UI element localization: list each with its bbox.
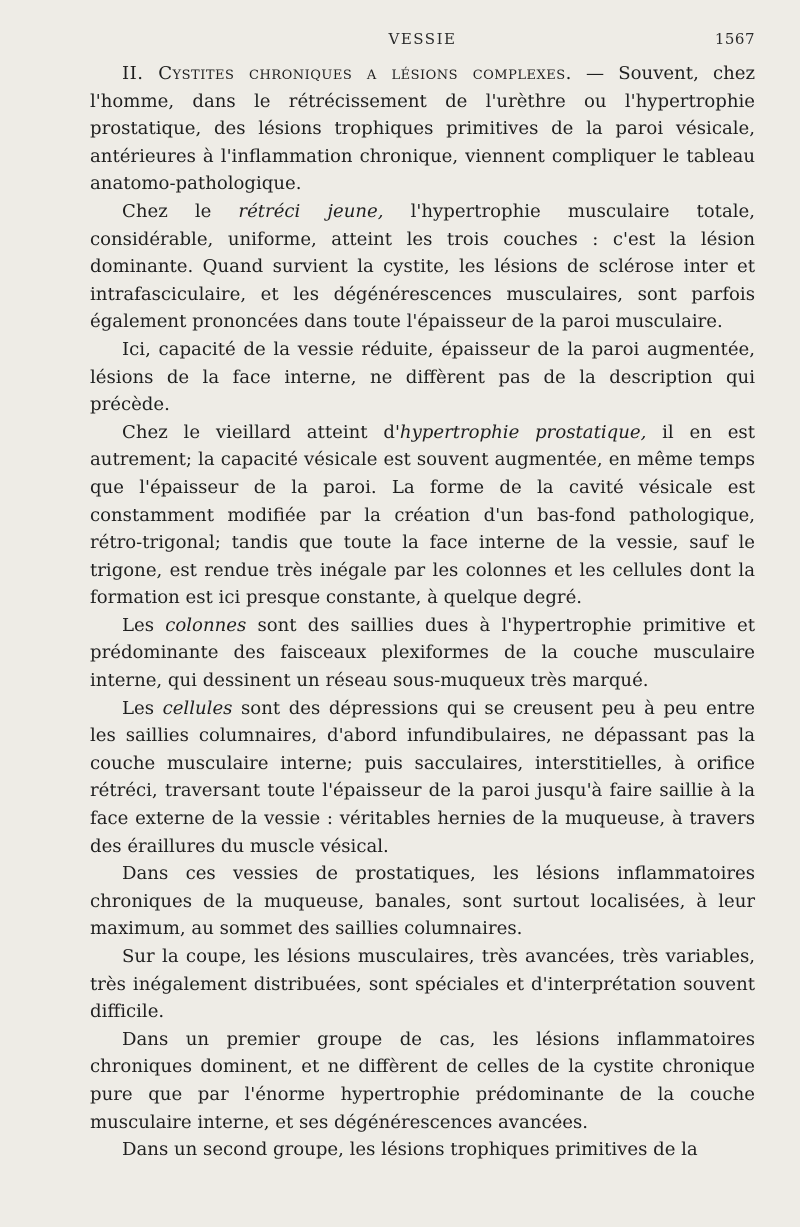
section-heading: II. Cystites chroniques a lésions complexes. (122, 63, 572, 84)
paragraph-cellules (90, 695, 755, 861)
paragraph-text: sont des saillies dues à l'hypertrophie primitive et prédominante des faisceaux plexiformes de la couche musculaire interne, qui dessinent un réseau sous-muqueux très marqué. (90, 614, 755, 692)
body-text (90, 60, 755, 1164)
page-number: 1567 (714, 30, 755, 48)
paragraph-text: Chez le vieillard atteint d' (122, 421, 400, 443)
paragraph-premier-groupe: Dans un premier groupe de cas, les lésions inflammatoires chroniques dominent, et ne diffèrent de celles de la cystite chronique pure que par l'énorme hypertrophie prédominante de la couche musculaire interne, et ses dégénérescences avancées. (90, 1028, 755, 1133)
paragraph-retreci-jeune (90, 198, 755, 336)
paragraph-capacite: Ici, capacité de la vessie réduite, épaisseur de la paroi augmentée, lésions de la face interne, ne diffèrent pas de la description qui précède. (90, 338, 755, 416)
paragraph-text: — Souvent, chez l'homme, dans le rétrécissement de l'urèthre ou l'hypertrophie prostatique, des lésions trophiques primitives de la paroi vésicale, antérieures à l'inflammation chronique, viennent compliquer le tableau anatomo-pathologique. (90, 63, 755, 195)
page-header (90, 28, 755, 54)
paragraph-text: l'hypertrophie musculaire totale, considérable, uniforme, atteint les trois couches : c'est la lésion dominante. Quand survient la cystite, les lésions de sclérose inter et intrafasciculaire, et les dégénérescences musculaires, sont parfois également prononcées dans toute l'épaisseur de la paroi musculaire. (90, 200, 755, 333)
paragraph-text: Les (122, 697, 163, 719)
italic-term: colonnes (165, 614, 247, 636)
italic-term: cellules (162, 697, 233, 719)
paragraph-vieillard (90, 419, 755, 612)
italic-term: rétréci jeune, (238, 200, 384, 222)
paragraph-text: sont des dépressions qui se creusent peu à peu entre les saillies columnaires, d'abord infundibulaires, ne dépassant pas la couche musculaire interne; puis sacculaires, interstitielles, à orifice rétréci, traversant toute l'épaisseur de la paroi jusqu'à faire saillie à la face externe de la vessie : véritables hernies de la muqueuse, à travers des éraillures du muscle vésical. (90, 697, 756, 857)
paragraph-colonnes (90, 612, 755, 695)
paragraph-text: Les (122, 614, 166, 636)
paragraph-second-groupe: Dans un second groupe, les lésions trophiques primitives de la (122, 1139, 698, 1161)
paragraph-text: il en est autrement; la capacité vésicale est souvent augmentée, en même temps que l'épaisseur de la paroi. La forme de la cavité vésicale est constamment modifiée par la création d'un bas-fond pathologique, rétro-trigonal; tandis que toute la face interne de la vessie, sauf le trigone, est rendue très inégale par les colonnes et les cellules dont la formation est ici presque constante, à quelque degré. (90, 421, 755, 609)
paragraph-coupe: Sur la coupe, les lésions musculaires, très avancées, très variables, très inégalement distribuées, sont spéciales et d'interprétation souvent difficile. (90, 946, 755, 1023)
paragraph-cystites-heading (90, 60, 755, 198)
paragraph-prostatiques: Dans ces vessies de prostatiques, les lésions inflammatoires chroniques de la muqueuse, banales, sont surtout localisées, à leur maximum, au sommet des saillies columnaires. (90, 863, 755, 940)
paragraph-text: Chez le (122, 200, 239, 222)
running-head: VESSIE (388, 30, 457, 48)
italic-term: hypertrophie prostatique, (399, 421, 647, 443)
